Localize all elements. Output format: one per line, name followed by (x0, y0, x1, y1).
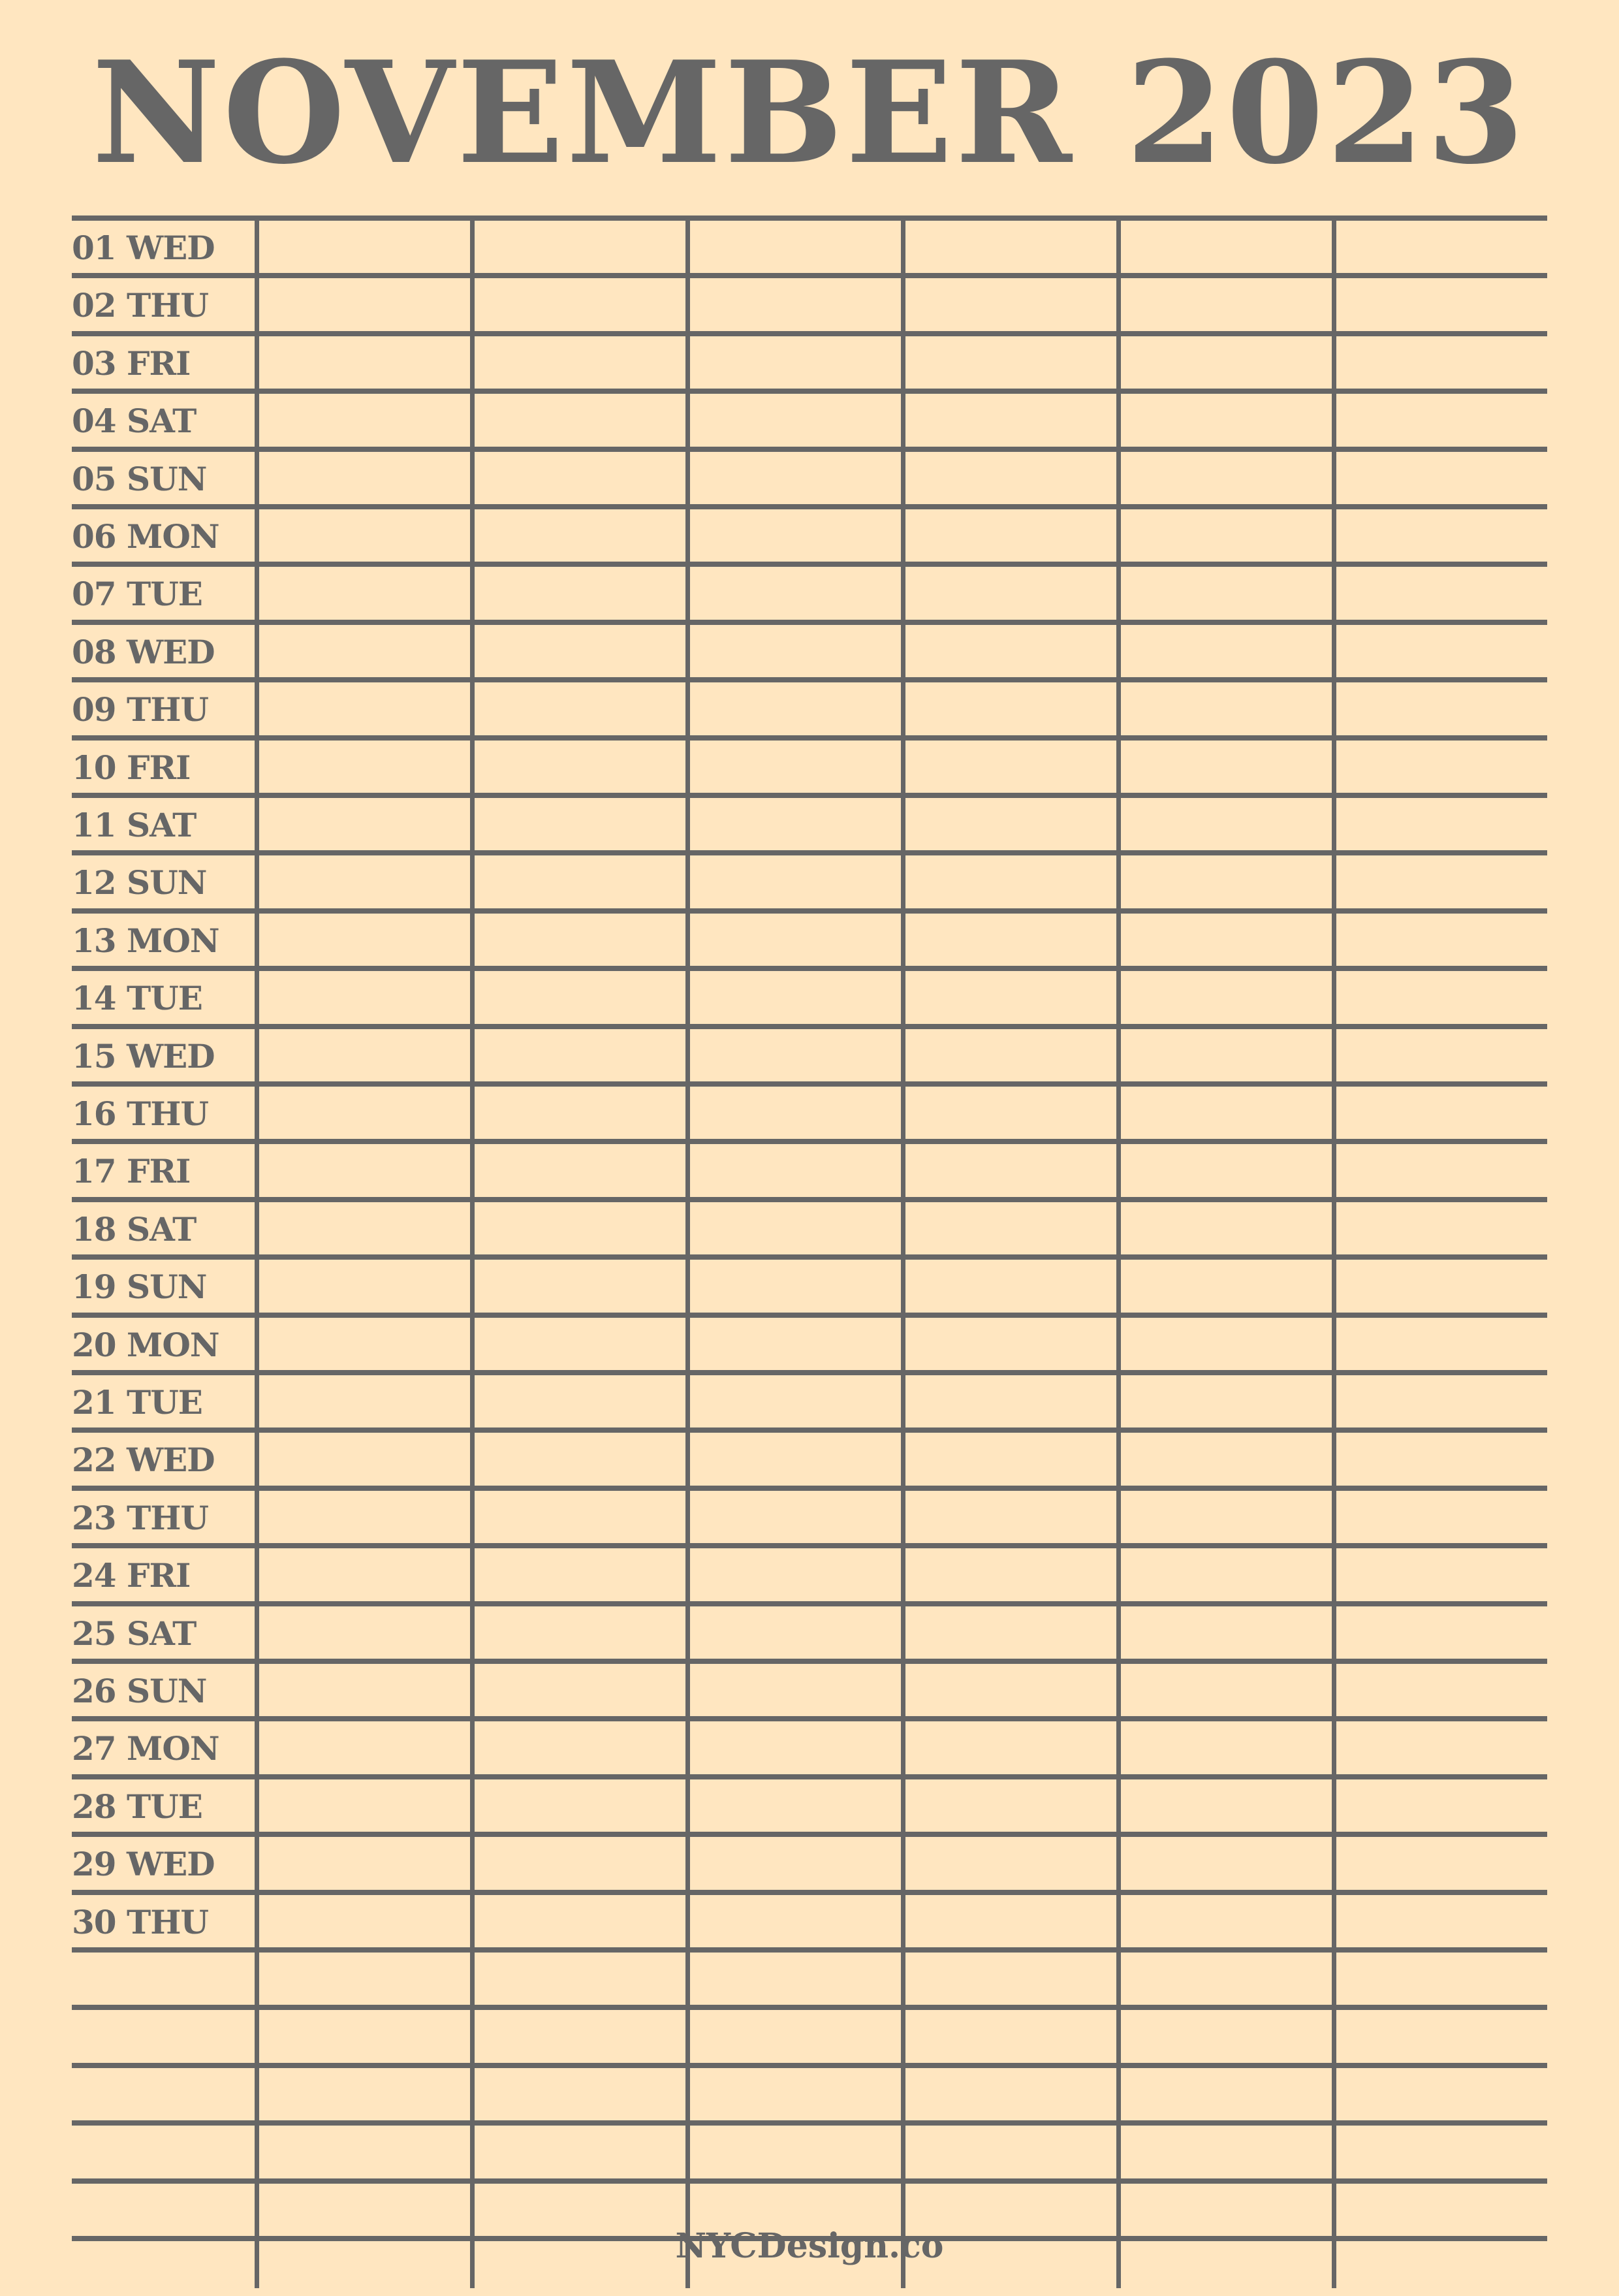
day-label: 15 WED (72, 1036, 215, 1076)
row-divider (72, 2120, 1547, 2126)
row-divider (72, 850, 1547, 855)
day-label: 20 MON (72, 1325, 219, 1364)
day-label: 02 THU (72, 286, 209, 325)
day-label: 12 SUN (72, 863, 207, 902)
row-divider (72, 1890, 1547, 1895)
row-divider (72, 966, 1547, 971)
day-label: 10 FRI (72, 748, 191, 787)
day-label: 14 TUE (72, 979, 202, 1018)
row-divider (72, 735, 1547, 741)
row-divider (72, 447, 1547, 452)
day-label: 06 MON (72, 517, 219, 556)
day-label: 11 SAT (72, 806, 196, 844)
day-label: 04 SAT (72, 402, 196, 441)
row-divider (72, 215, 1547, 221)
row-divider (72, 2005, 1547, 2010)
day-label: 16 THU (72, 1094, 209, 1133)
row-divider (72, 1370, 1547, 1375)
day-label: 05 SUN (72, 459, 207, 498)
column-divider (685, 215, 690, 2288)
day-label: 25 SAT (72, 1614, 196, 1653)
row-divider (72, 2178, 1547, 2184)
day-label: 07 TUE (72, 575, 202, 614)
row-divider (72, 504, 1547, 509)
day-label: 22 WED (72, 1441, 215, 1480)
day-label: 26 SUN (72, 1672, 207, 1710)
column-divider (255, 215, 259, 2288)
row-divider (72, 1427, 1547, 1433)
row-divider (72, 1197, 1547, 1202)
row-divider (72, 1716, 1547, 1721)
day-label: 03 FRI (72, 343, 191, 383)
row-divider (72, 562, 1547, 567)
day-label: 23 THU (72, 1498, 209, 1537)
row-divider (72, 908, 1547, 914)
row-divider (72, 1601, 1547, 1606)
row-divider (72, 389, 1547, 394)
row-divider (72, 1024, 1547, 1029)
day-label: 13 MON (72, 921, 219, 960)
row-divider (72, 331, 1547, 336)
page-title: NOVEMBER 2023 (91, 30, 1528, 195)
row-divider (72, 1947, 1547, 1953)
row-divider (72, 1081, 1547, 1087)
day-label: 29 WED (72, 1845, 215, 1884)
day-label: 18 SAT (72, 1209, 196, 1249)
row-divider (72, 677, 1547, 682)
row-divider (72, 793, 1547, 798)
footer-credit: NYCDesign.co (675, 2226, 944, 2266)
row-divider (72, 1774, 1547, 1779)
row-divider (72, 1659, 1547, 1664)
row-divider (72, 1543, 1547, 1548)
day-label: 24 FRI (72, 1556, 191, 1595)
column-divider (470, 215, 475, 2288)
row-divider (72, 273, 1547, 278)
column-divider (1332, 215, 1336, 2288)
day-label: 09 THU (72, 690, 209, 729)
row-divider (72, 1313, 1547, 1318)
day-label: 19 SUN (72, 1268, 207, 1307)
day-label: 27 MON (72, 1729, 219, 1768)
row-divider (72, 1832, 1547, 1837)
column-divider (901, 215, 905, 2288)
day-label: 08 WED (72, 632, 215, 671)
row-divider (72, 1139, 1547, 1144)
row-divider (72, 1486, 1547, 1491)
day-label: 17 FRI (72, 1152, 191, 1191)
column-divider (1116, 215, 1121, 2288)
day-label: 28 TUE (72, 1787, 202, 1826)
day-label: 30 THU (72, 1902, 209, 1941)
row-divider (72, 620, 1547, 625)
row-divider (72, 1254, 1547, 1260)
day-label: 01 WED (72, 229, 215, 267)
row-divider (72, 2063, 1547, 2068)
day-label: 21 TUE (72, 1383, 202, 1422)
